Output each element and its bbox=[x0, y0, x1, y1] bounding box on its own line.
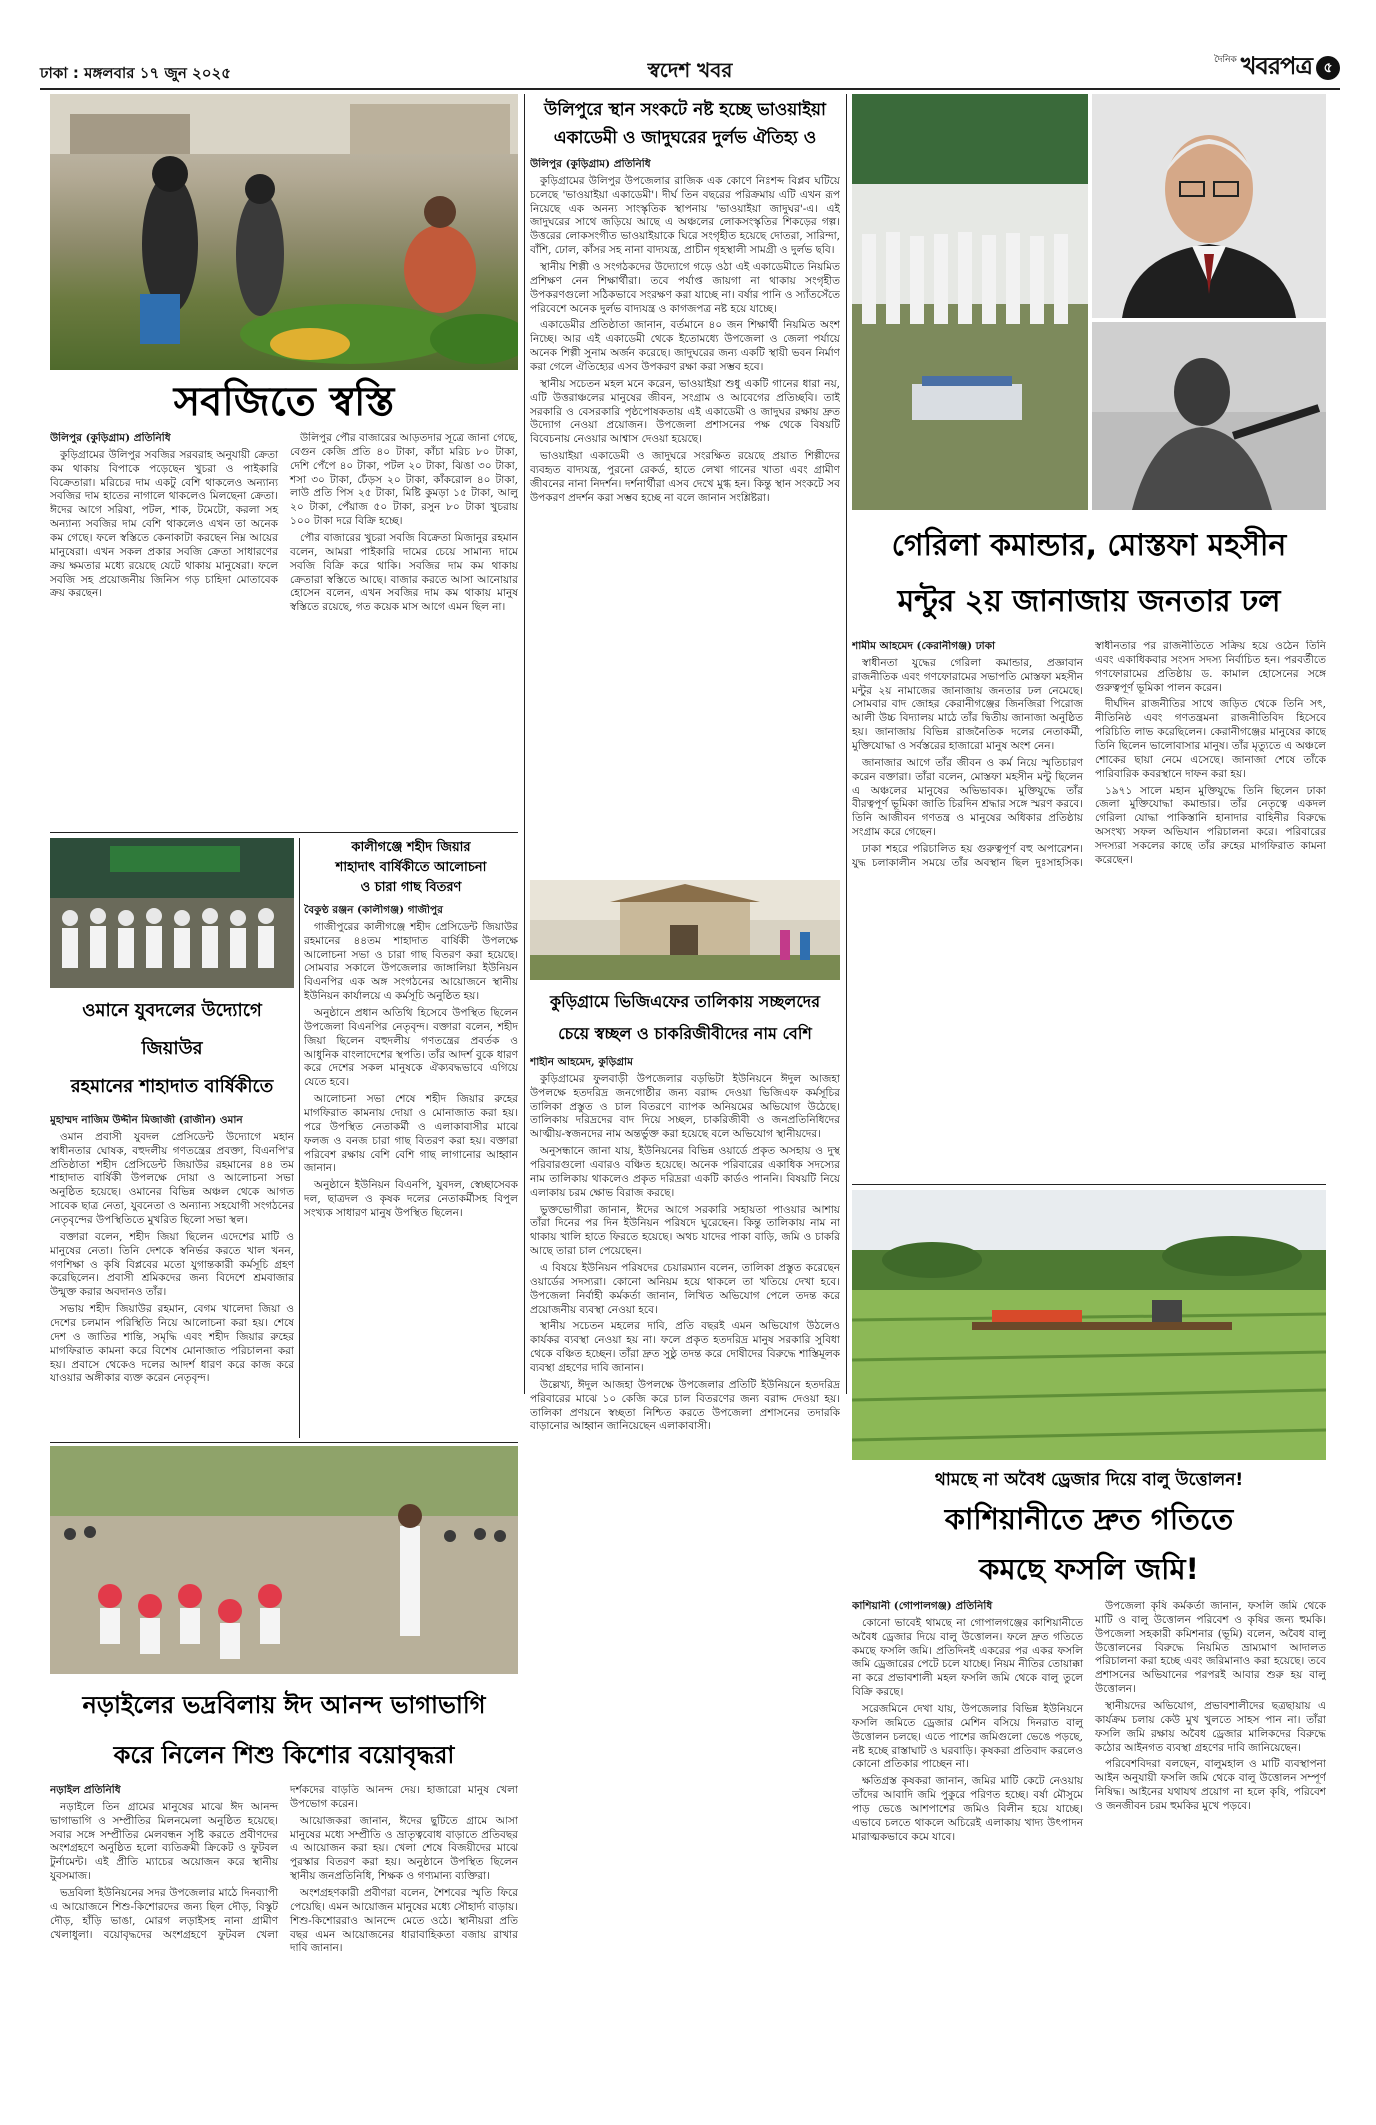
story6-para: এ বিষয়ে ইউনিয়ন পরিষদের চেয়ারম্যান বলেন, তালিকা প্রস্তুত করেছেন ওয়ার্ডের সদস্যরা। কোনো অনিয়ম হয়ে থাকলে তা খতিয়ে দেখা হবে। উপজেলা নির্বাহী কর্মকর্তা জানান, লিখিত অভিযোগ পেলে তদন্ত করে প্রয়োজনীয় ব্যবস্থা নেওয়া হবে। bbox=[530, 1262, 840, 1316]
story5-para: সভায় শহীদ জিয়াউর রহমান, বেগম খালেদা জিয়া ও দেশের চলমান পরিস্থিতি নিয়ে আলোচনা করা হয়। শেষে দেশ ও জাতির শান্তি, সমৃদ্ধি এবং শহীদ জিয়ার রুহের মাগফিরাত কামনা করে বিশেষ মোনাজাত পরিচালনা করা হয়। প্রবাসে থেকেও দলের আদর্শ ধারণ করে কাজ করে যাওয়ার অঙ্গীকার ব্যক্ত করেন নেতৃবৃন্দ। bbox=[50, 1303, 294, 1385]
story1-para: কুড়িগ্রামের উলিপুর সবজির সরবরাহ অনুযায়ী ক্রেতা কম থাকায় বিপাকে পড়েছেন খুচরা ও পাইকারি বিক্রেতারা। মরিচের দাম একটু বেশি থাকলেও অন্যান্য সবজির দাম হাতের নাগালে থাকলেও মিলছেনা ক্রেতা। ঈদের আগে সরিষা, পটল, শাক, টমেটো, করলা সহ অন্যান্য সবজির দাম বেশি থাকলেও এখন তা অনেক কম গেছে। ফলে স্বস্তিতে কেনাকাটা করছেন নিম্ন আয়ের মানুষেরা। এখন সকল প্রকার সবজি ক্রেতা সাধারণের ক্রয় ক্ষমতার মধ্যে রয়েছে যেটে থাকায় মানুষেরা। ফলে সবজি সহ প্রয়োজনীয় জিনিস গড় চাহিদা মোতাবেক ক্রয় করছেন। bbox=[50, 448, 278, 600]
story6-headline bbox=[530, 986, 840, 1052]
story8-headline-line1: কাশিয়ানীতে দ্রুত গতিতে bbox=[944, 1502, 1234, 1536]
story6-para: কুড়িগ্রামের ফুলবাড়ী উপজেলার বড়ভিটা ইউনিয়নে ঈদুল আজহা উপলক্ষে হতদরিদ্র জনগোষ্ঠীর জন্য বরাদ্দ দেওয়া ভিজিএফ কর্মসূচির তালিকা প্রস্তুত ও চাল বিতরণে ব্যাপক অনিয়মের অভিযোগ উঠেছে। তালিকায় দরিদ্রদের বাদ দিয়ে সচ্ছল, চাকরিজীবী ও জনপ্রতিনিধিদের আত্মীয়-স্বজনদের নাম অন্তর্ভুক্ত করা হয়েছে বলে অভিযোগ স্থানীয়দের। bbox=[530, 1072, 840, 1141]
story4-kicker-line2: শাহাদাৎ বার্ষিকীতে আলোচনা bbox=[335, 860, 487, 875]
story6-para: ভুক্তভোগীরা জানান, ঈদের আগে সরকারি সহায়তা পাওয়ার আশায় তাঁরা দিনের পর দিন ইউনিয়ন পরিষদে ঘুরেছেন। কিন্তু তালিকায় নাম না থাকায় খালি হাতে ফিরতে হয়েছে। অথচ যাদের পাকা বাড়ি, জমি ও চাকরি আছে তারা চাল পেয়েছেন। bbox=[530, 1203, 840, 1258]
story1-para: পৌর বাজারের খুচরা সবজি বিক্রেতা মিজানুর রহমান বলেন, আমরা পাইকারি দামের চেয়ে সামান্য দামে সবজি বিক্রি করে থাকি। সবজির দাম কম থাকায় ক্রেতারা স্বস্তিতে আছে। বাজার করতে আসা আনোয়ার হোসেন বলেন, এখন সবজির দাম কম থাকায় মানুষ স্বস্তিতে রয়েছে, গত কয়েক মাস আগে এমন ছিল না। bbox=[290, 532, 518, 614]
header-rule bbox=[40, 88, 1340, 90]
dredger-illustration bbox=[852, 1190, 1326, 1460]
story7-byline: নড়াইল প্রতিনিধি bbox=[50, 1784, 121, 1796]
story8-byline: কাশিয়ানী (গোপালগঞ্জ) প্রতিনিধি bbox=[852, 1600, 993, 1612]
story7-headline-line2: করে নিলেন শিশু কিশোর বয়োবৃদ্ধরা bbox=[113, 1741, 455, 1769]
story2-para: একাডেমীর প্রতিষ্ঠাতা জানান, বর্তমানে ৪০ জন শিক্ষার্থী নিয়মিত অংশ নিচ্ছে। আর এই একাডেমী থেকে ইতোমধ্যে উপজেলা ও জেলা পর্যায়ে অনেক শিল্পী সুনাম অর্জন করেছে। জাদুঘরের জন্য একটি স্থায়ী ভবন নির্মাণ করা গেলে ঐতিহ্যের এসব উপকরণ রক্ষা করা সম্ভব হবে। bbox=[530, 319, 840, 374]
paper-logo-small: দৈনিক bbox=[1214, 55, 1237, 65]
story6-body bbox=[530, 1056, 840, 2086]
children-games-illustration bbox=[50, 1446, 518, 1674]
story4-para: অনুষ্ঠানে ইউনিয়ন বিএনপি, যুবদল, স্বেচ্ছাসেবক দল, ছাত্রদল ও কৃষক দলের নেতাকর্মীসহ বিপুল সংখ্যক সাধারণ মানুষ উপস্থিত ছিলেন। bbox=[304, 1179, 518, 1220]
story7-headline-line1: নড়াইলের ভদ্রবিলায় ঈদ আনন্দ ভাগাভাগি bbox=[82, 1691, 486, 1719]
dredger-field-photo bbox=[852, 1190, 1326, 1460]
divider bbox=[852, 1184, 1326, 1185]
story4-para: আলোচনা সভা শেষে শহীদ জিয়ার রুহের মাগফিরাত কামনায় দোয়া ও মোনাজাত করা হয়। পরে উপস্থিত নেতাকর্মী ও এলাকাবাসীর মাঝে ফলজ ও বনজ চারা গাছ বিতরণ করা হয়। বক্তারা পরিবেশ রক্ষায় বেশি বেশি গাছ লাগানোর আহ্বান জানান। bbox=[304, 1093, 518, 1175]
story8-para: পরিবেশবিদরা বলছেন, বালুমহাল ও মাটি ব্যবস্থাপনা আইন অনুযায়ী ফসলি জমি থেকে বালু উত্তোলন সম্পূর্ণ নিষিদ্ধ। আইনের যথাযথ প্রয়োগ না হলে কৃষি, পরিবেশ ও জনজীবন চরম হুমকির মুখে পড়বে। bbox=[1095, 1758, 1326, 1813]
story3-headline bbox=[852, 518, 1326, 636]
story5-body bbox=[50, 1114, 294, 1438]
page-number-badge: ৫ bbox=[1316, 56, 1340, 80]
oman-meeting-photo bbox=[50, 838, 294, 988]
story2-para: স্থানীয় সচেতন মহল মনে করেন, ভাওয়াইয়া শুধু একটি গানের ধারা নয়, এটি উত্তরাঞ্চলের মানুষের জীবন, সংগ্রাম ও আবেগের প্রতিচ্ছবি। তাই সরকারি ও বেসরকারি পৃষ্ঠপোষকতায় এই একাডেমী ও জাদুঘর রক্ষায় দ্রুত উদ্যোগ নেওয়া প্রয়োজন। উপজেলা প্রশাসনের পক্ষ থেকে বিষয়টি বিবেচনায় নেওয়ার আশ্বাস দেওয়া হয়েছে। bbox=[530, 377, 840, 446]
issue-date: ঢাকা : মঙ্গলবার ১৭ জুন ২০২৫ bbox=[40, 64, 232, 82]
story4-para: গাজীপুরের কালীগঞ্জে শহীদ প্রেসিডেন্ট জিয়াউর রহমানের ৪৪তম শাহাদাত বার্ষিকী উপলক্ষে আলোচনা সভা ও চারা গাছ বিতরণ করা হয়েছে। সোমবার সকালে উপজেলার জাঙ্গালিয়া ইউনিয়ন বিএনপির এক অঙ্গ সংগঠনের আয়োজনে স্থানীয় ইউনিয়ন কার্যালয়ে এ কর্মসূচি অনুষ্ঠিত হয়। bbox=[304, 920, 518, 1003]
story6-headline-line2: চেয়ে স্বচ্ছল ও চাকরিজীবীদের নাম বেশি bbox=[558, 1024, 812, 1043]
story3-para: জানাজার আগে তাঁর জীবন ও কর্ম নিয়ে স্মৃতিচারণ করেন বক্তারা। তাঁরা বলেন, মোস্তফা মহসীন মন্টু ছিলেন এ অঞ্চলের মানুষের অভিভাবক। মুক্তিযুদ্ধে তাঁর বীরত্বপূর্ণ ভূমিকা জাতি চিরদিন শ্রদ্ধার সঙ্গে স্মরণ করবে। তিনি আজীবন গণতন্ত্র ও মানুষের অধিকার প্রতিষ্ঠায় সংগ্রাম করে গেছেন। bbox=[852, 756, 1083, 839]
archive-illustration bbox=[1092, 322, 1326, 510]
story7-para: নড়াইলে তিন গ্রামের মানুষের মাঝে ঈদ আনন্দ ভাগাভাগি ও সম্প্রীতির মিলনমেলা অনুষ্ঠিত হয়েছে। সবার সঙ্গে সম্প্রীতির মেলবন্ধন সৃষ্টি করতে প্রবীণদের অংশগ্রহণে অনুষ্ঠিত হলো ব্যতিক্রমী ক্রিকেট ও ফুটবল টুর্নামেন্ট। এই প্রীতি ম্যাচের অয়োজন করে স্থানীয় যুবসমাজ। bbox=[50, 1800, 278, 1883]
story5-headline-line1: ওমানে যুবদলের উদ্যোগে জিয়াউর bbox=[82, 1000, 262, 1059]
story4-kicker-line3: ও চারা গাছ বিতরণ bbox=[360, 880, 462, 895]
meeting-illustration bbox=[50, 838, 294, 988]
story8-body bbox=[852, 1600, 1326, 2086]
story4-para: অনুষ্ঠানে প্রধান অতিথি হিসেবে উপস্থিত ছিলেন উপজেলা বিএনপির নেতৃবৃন্দ। বক্তারা বলেন, শহীদ জিয়া ছিলেন বহুদলীয় গণতন্ত্রের প্রবর্তক ও আধুনিক বাংলাদেশের স্থপতি। তাঁর আদর্শ বুকে ধারণ করে দেশের সকল মানুষকে ঐক্যবদ্ধভাবে এগিয়ে যেতে হবে। bbox=[304, 1007, 518, 1089]
story8-para: স্থানীয়দের অভিযোগ, প্রভাবশালীদের ছত্রছায়ায় এ কার্যক্রম চলায় কেউ মুখ খুলতে সাহস পান না। তাঁরা ফসলি জমি রক্ষায় অবৈধ ড্রেজার মালিকদের বিরুদ্ধে কঠোর আইনগত ব্যবস্থা গ্রহণের দাবি জানিয়েছেন। bbox=[1095, 1700, 1326, 1754]
story2-body bbox=[530, 158, 840, 876]
story3-para: দীর্ঘদিন রাজনীতির সাথে জড়িত থেকে তিনি সৎ, নীতিনিষ্ঠ এবং গণতন্ত্রমনা রাজনীতিবিদ হিসেবে পরিচিতি লাভ করেছিলেন। কেরানীগঞ্জের মানুষের কাছে তিনি ছিলেন ভালোবাসার মানুষ। তাঁর মৃত্যুতে এ অঞ্চলে শোকের ছায়া নেমে এসেছে। জানাজা শেষে তাঁকে পারিবারিক কবরস্থানে দাফন করা হয়। bbox=[1095, 698, 1326, 780]
story1-byline: উলিপুর (কুড়িগ্রাম) প্রতিনিধি bbox=[50, 432, 171, 444]
mostofa-mohsin-portrait bbox=[1092, 94, 1326, 318]
section-name: স্বদেশ খবর bbox=[647, 58, 733, 82]
story6-para: অনুসন্ধানে জানা যায়, ইউনিয়নের বিভিন্ন ওয়ার্ডে প্রকৃত অসহায় ও দুস্থ পরিবারগুলো এবারও বঞ্চিত হয়েছে। অনেক পরিবারের একাধিক সদস্যের নাম তালিকায় থাকলেও প্রকৃত দরিদ্ররা একটি কার্ডও পাননি। বিষয়টি নিয়ে এলাকায় চরম ক্ষোভ বিরাজ করছে। bbox=[530, 1145, 840, 1199]
story7-headline bbox=[50, 1680, 518, 1780]
paper-logo-name: খবরপত্র bbox=[1240, 52, 1312, 80]
story3-headline-line2: মন্টুর ২য় জানাজায় জনতার ঢল bbox=[897, 584, 1281, 619]
story5-headline-line3 bbox=[50, 1106, 294, 1110]
story8-headline-line2: কমছে ফসলি জমি! bbox=[979, 1552, 1199, 1586]
paper-logo bbox=[1214, 52, 1340, 84]
story5-headline bbox=[50, 992, 294, 1110]
story4-kicker bbox=[304, 838, 518, 900]
story2-headline-line1: উলিপুরে স্থান সংকটে নষ্ট হচ্ছে ভাওয়াইয়া bbox=[544, 100, 826, 120]
story6-para: উল্লেখ্য, ঈদুল আজহা উপলক্ষে উপজেলার প্রতিটি ইউনিয়নে হতদরিদ্র পরিবারের মাঝে ১০ কেজি করে চাল বিতরণের জন্য বরাদ্দ দেওয়া হয়। তালিকা প্রণয়নে স্বচ্ছতা নিশ্চিত করতে উপজেলা প্রশাসনের তদারকি বাড়ানোর আহ্বান জানিয়েছেন এলাকাবাসী। bbox=[530, 1378, 840, 1433]
story3-para: ১৯৭১ সালে মহান মুক্তিযুদ্ধে তিনি ছিলেন ঢাকা জেলা মুক্তিযোদ্ধা কমান্ডার। তাঁর নেতৃত্বে একদল গেরিলা যোদ্ধা পাকিস্তানি হানাদার বাহিনীর বিরুদ্ধে অসংখ্য সফল অভিযান পরিচালনা করে। পরিবারের সদস্যরা সকলের কাছে তাঁর রুহের মাগফিরাত কামনা করেছেন। bbox=[1095, 784, 1326, 866]
story1-para: উলিপুর পৌর বাজারের আড়তদার সূত্রে জানা গেছে, বেগুন কেজি প্রতি ৪০ টাকা, কাঁচা মরিচ ৮০ টাকা, দেশি পেঁপে ৪০ টাকা, পটল ২০ টাকা, ঝিঙা ৩০ টাকা, শসা ৩০ টাকা, ঢেঁড়স ২০ টাকা, কাঁকরোল ৪০ টাকা, লাউ প্রতি পিস ২৫ টাকা, মিষ্টি কুমড়া ১৫ টাকা, আলু ২০ টাকা, পেঁয়াজ ৫০ টাকা, রসুন ৮০ টাকা খুচরায় ১০০ টাকা দরে বিক্রি হচ্ছে। bbox=[290, 432, 518, 528]
story8-kicker: থামছে না অবৈধ ড্রেজার দিয়ে বালু উত্তোলন! bbox=[934, 1470, 1244, 1490]
story5-para: ওমান প্রবাসী যুবদল প্রেসিডেন্ট উদ্যোগে মহান স্বাধীনতার ঘোষক, বহুদলীয় গণতন্ত্রের প্রবক্তা, বিএনপি'র প্রতিষ্ঠাতা শহীদ প্রেসিডেন্ট জিয়াউর রহমানের ৪৪ তম শাহাদাত বার্ষিকী উপলক্ষে দোয়া ও আলোচনা সভা অনুষ্ঠিত হয়েছে। ওমানের বিভিন্ন অঞ্চল থেকে আগত সাবেক ছাত্র নেতা, যুবনেতা ও অন্যান্য সহযোগী সংগঠনের নেতৃবৃন্দের উপস্থিতিতে মুখরিত ছিলো সভা স্থল। bbox=[50, 1130, 294, 1227]
story8-para: সরেজমিনে দেখা যায়, উপজেলার বিভিন্ন ইউনিয়নে ফসলি জমিতে ড্রেজার মেশিন বসিয়ে দিনরাত বালু উত্তোলন চলছে। এতে পাশের জমিগুলো ভেঙে পড়ছে, নষ্ট হচ্ছে রাস্তাঘাট ও ঘরবাড়ি। কৃষকরা প্রতিবাদ করলেও কোনো প্রতিকার পাচ্ছেন না। bbox=[852, 1703, 1083, 1771]
story7-body bbox=[50, 1784, 518, 2086]
story6-headline-line1: কুড়িগ্রামে ভিজিএফের তালিকায় সচ্ছলদের bbox=[549, 992, 820, 1011]
story4-body bbox=[304, 904, 518, 1436]
story5-headline-line2: রহমানের শাহাদাত বার্ষিকীতে bbox=[70, 1076, 274, 1097]
story5-byline: মুহাম্মদ নাজিম উদ্দীন মিজাজী (রাজীন) ওমান bbox=[50, 1114, 243, 1126]
story8-para: ক্ষতিগ্রস্ত কৃষকরা জানান, জমির মাটি কেটে নেওয়ায় তাঁদের আবাদি জমি পুকুরে পরিণত হচ্ছে। বর্ষা মৌসুমে পাড় ভেঙে আশপাশের জমিও বিলীন হয়ে যাচ্ছে। এভাবে চলতে থাকলে অচিরেই এলাকায় খাদ্য উৎপাদন মারাত্মকভাবে কমে যাবে। bbox=[852, 1775, 1083, 1843]
story2-para: ভাওয়াইয়া একাডেমী ও জাদুঘরে সংরক্ষিত রয়েছে প্রয়াত শিল্পীদের ব্যবহৃত বাদ্যযন্ত্র, পুরনো রেকর্ড, হাতে লেখা গানের খাতা এবং গ্রামীণ জীবনের নানা নিদর্শন। দর্শনার্থীরা এসব দেখে মুগ্ধ হন। কিন্তু স্থান সংকটে সব উপকরণ প্রদর্শন করা সম্ভব হচ্ছে না বলে জানান সংশ্লিষ্টরা। bbox=[530, 450, 840, 504]
story3-headline-line1: গেরিলা কমান্ডার, মোস্তফা মহসীন bbox=[891, 528, 1287, 563]
story7-para: আয়োজকরা জানান, ঈদের ছুটিতে গ্রামে আসা মানুষের মধ্যে সম্প্রীতি ও ভ্রাতৃত্ববোধ বাড়াতে প্রতিবছর এ আয়োজন করা হয়। খেলা শেষে বিজয়ীদের মাঝে পুরস্কার বিতরণ করা হয়। অনুষ্ঠানে উপস্থিত ছিলেন স্থানীয় জনপ্রতিনিধি, শিক্ষক ও গণ্যমান্য ব্যক্তিরা। bbox=[290, 1814, 518, 1883]
story8-para: কোনো ভাবেই থামছে না গোপালগঞ্জের কাশিয়ানীতে অবৈধ ড্রেজার দিয়ে বালু উত্তোলন। ফলে দ্রুত গতিতে কমছে ফসলি জমি। প্রতিদিনই একরের পর একর ফসলি জমি ড্রেজারের পেটে চলে যাচ্ছে। নিয়ম নীতির তোয়াক্কা না করে প্রভাবশালী মহল ফসলি জমি থেকে বালু তুলে বিক্রি করছে। bbox=[852, 1616, 1083, 1699]
janaza-illustration bbox=[852, 94, 1088, 510]
story7-para: ভদ্রবিলা ইউনিয়নের সদর উপজেলার মাঠে দিনব্যাপী এ আয়োজনে শিশু-কিশোরদের জন্য ছিল দৌড়, বিস্কুট দৌড়, হাঁড়ি ভাঙা, মোরগ লড়াইসহ নানা গ্রামীণ খেলাধুলা। বয়োবৃদ্ধদের অংশগ্রহণে ফুটবল খেলা দর্শকদের বাড়তি আনন্দ দেয়। হাজারো মানুষ খেলা উপভোগ করেন। bbox=[50, 1784, 518, 1941]
story2-headline bbox=[530, 96, 840, 154]
divider bbox=[50, 832, 518, 833]
column-divider bbox=[299, 838, 300, 1438]
story1-body bbox=[50, 432, 518, 830]
story3-byline: শামীম আহমেদ (কেরানীগঞ্জ) ঢাকা bbox=[852, 640, 996, 652]
janaza-prayer-photo bbox=[852, 94, 1088, 510]
story7-para: অংশগ্রহণকারী প্রবীণরা বলেন, শৈশবের স্মৃতি ফিরে পেয়েছি। এমন আয়োজন মানুষের মধ্যে সৌহার্দ্য বাড়ায়। শিশু-কিশোররাও আনন্দে মেতে ওঠে। স্থানীয়রা প্রতি বছর এমন আয়োজনের ধারাবাহিকতা বজায় রাখার দাবি জানান। bbox=[290, 1887, 518, 1955]
story6-para: স্থানীয় সচেতন মহলের দাবি, প্রতি বছরই এমন অভিযোগ উঠলেও কার্যকর ব্যবস্থা নেওয়া হয় না। ফলে প্রকৃত হতদরিদ্র মানুষ সরকারি সুবিধা থেকে বঞ্চিত হচ্ছেন। তাঁরা দ্রুত সুষ্ঠু তদন্ত করে দোষীদের বিরুদ্ধে শাস্তিমূলক ব্যবস্থা গ্রহণের দাবি জানান। bbox=[530, 1320, 840, 1375]
story3-para: স্বাধীনতা যুদ্ধের গেরিলা কমান্ডার, প্রজ্ঞাবান রাজনীতিক এবং গণফোরামের সভাপতি মোস্তফা মহসীন মন্টুর ২য় নামাজের জানাজায় জনতার ঢল নেমেছে। সোমবার বাদ জোহর কেরানীগঞ্জের জিনজিরা পিরোজ আলী উচ্চ বিদ্যালয় মাঠে তাঁর দ্বিতীয় জানাজা অনুষ্ঠিত হয়। জানাজায় বিভিন্ন রাজনৈতিক দলের নেতাকর্মী, মুক্তিযোদ্ধা ও সর্বস্তরের হাজারো মানুষ অংশ নেন। bbox=[852, 656, 1083, 753]
divider bbox=[50, 1442, 518, 1443]
story2-byline: উলিপুর (কুড়িগ্রাম) প্রতিনিধি bbox=[530, 158, 651, 170]
vegetable-market-illustration bbox=[50, 94, 518, 370]
bhawaiya-museum-photo bbox=[530, 880, 840, 980]
freedom-fighter-archive-photo bbox=[1092, 322, 1326, 510]
column-divider bbox=[524, 94, 525, 1394]
story8-headline bbox=[852, 1466, 1326, 1596]
story2-para: স্থানীয় শিল্পী ও সংগঠকদের উদ্যোগে গড়ে ওঠা এই একাডেমীতে নিয়মিত প্রশিক্ষণ নেন শিক্ষার্থীরা। তবে পর্যাপ্ত জায়গা না থাকায় সংগৃহীত উপকরণগুলো সঠিকভাবে সংরক্ষণ করা যাচ্ছে না। বর্ষার পানি ও স্যাঁতসেঁতে পরিবেশে অনেক দুর্লভ বাদ্যযন্ত্র ও কাগজপত্র নষ্ট হয়ে যাচ্ছে। bbox=[530, 261, 840, 315]
story6-byline: শাহীন আহমেদ, কুড়িগ্রাম bbox=[530, 1056, 633, 1068]
story3-body bbox=[852, 640, 1326, 1180]
story4-kicker-line1: কালীগঞ্জে শহীদ জিয়ার bbox=[351, 840, 471, 855]
vegetable-market-photo bbox=[50, 94, 518, 370]
portrait-illustration bbox=[1092, 94, 1326, 318]
story2-headline-line2: একাডেমী ও জাদুঘরের দুর্লভ ঐতিহ্য ও bbox=[553, 128, 817, 148]
column-divider bbox=[846, 94, 847, 1394]
story2-para: কুড়িগ্রামের উলিপুর উপজেলার রাজিক এক কোণে নিঃশব্দ বিপ্লব ঘটিয়ে চলেছে 'ভাওয়াইয়া একাডেমী'। দীর্ঘ তিন বছরের পরিক্রমায় এটি এখন রূপ নিয়েছে এক অনন্য সাংস্কৃতিক স্থাপনায় 'ভাওয়াইয়া জাদুঘর'-এ। এই জাদুঘরের সাথে জড়িয়ে আছে এ অঞ্চলের লোকসংস্কৃতির শিকড়ের গল্প। উত্তরের লোকসংগীত ভাওয়াইয়াকে ঘিরে সংগৃহীত হয়েছে দোতরা, সারিন্দা, বাঁশি, ঢোল, কাঁসর সহ নানা বাদ্যযন্ত্র, প্রাচীন গৃহস্থালী সামগ্রী ও দুর্লভ ছবি। bbox=[530, 174, 840, 257]
story1-headline: সবজিতে স্বস্তি bbox=[173, 379, 395, 425]
narail-eid-games-photo bbox=[50, 1446, 518, 1674]
story4-byline: বৈকুণ্ঠ রঞ্জন (কালীগঞ্জ) গাজীপুর bbox=[304, 904, 443, 916]
story8-para: উপজেলা কৃষি কর্মকর্তা জানান, ফসলি জমি থেকে মাটি ও বালু উত্তোলন পরিবেশ ও কৃষির জন্য হুমকি। উপজেলা সহকারী কমিশনার (ভূমি) বলেন, অবৈধ বালু উত্তোলনের বিরুদ্ধে নিয়মিত ভ্রাম্যমাণ আদালত পরিচালনা করা হচ্ছে এবং জরিমানাও করা হয়েছে। তবে প্রশাসনের অভিযানের পরপরই আবার শুরু হয় বালু উত্তোলন। bbox=[1095, 1600, 1326, 1696]
museum-building-illustration bbox=[530, 880, 840, 980]
page-header bbox=[40, 52, 1340, 86]
story5-para: বক্তারা বলেন, শহীদ জিয়া ছিলেন এদেশের মাটি ও মানুষের নেতা। তিনি দেশকে স্বনির্ভর করতে খাল খনন, গণশিক্ষা ও কৃষি বিপ্লবের মতো যুগান্তকারী কর্মসূচি গ্রহণ করেছিলেন। প্রবাসী শ্রমিকদের জন্য বিদেশে শ্রমবাজার উন্মুক্ত করার অবদানও তাঁর। bbox=[50, 1230, 294, 1299]
story3-para: ঢাকা শহরে পরিচালিত হয় গুরুত্বপূর্ণ বহু অপারেশন। যুদ্ধ চলাকালীন সময়ে তাঁর অবস্থান ছিল দুঃসাহসিক। স্বাধীনতার পর রাজনীতিতে সক্রিয় হয়ে ওঠেন তিনি এবং একাধিকবার সংসদ সদস্য নির্বাচিত হন। পরবর্তীতে গণফোরামের প্রতিষ্ঠায় ড. কামাল হোসেনের সঙ্গে গুরুত্বপূর্ণ ভূমিকা পালন করেন। bbox=[852, 640, 1326, 869]
